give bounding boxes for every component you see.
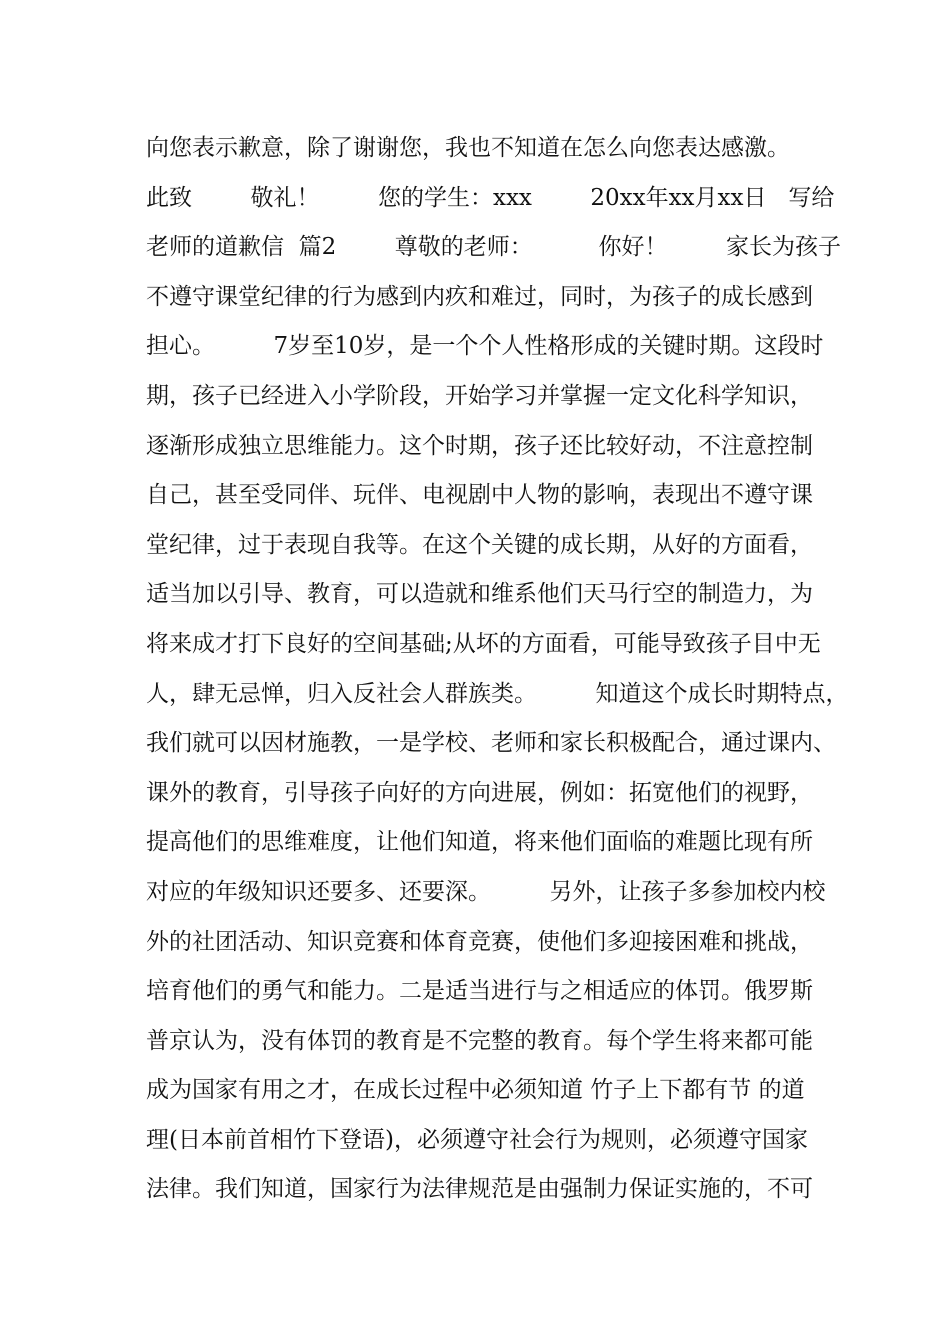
text-line: 此致 敬礼！ 您的学生：xxx 20xx年xx月xx日 写给 bbox=[146, 184, 835, 211]
letter-body bbox=[146, 124, 849, 1215]
text-line: 成为国家有用之才，在成长过程中必须知道 竹子上下都有节 的道 bbox=[146, 1077, 805, 1104]
text-line: 法律。我们知道，国家行为法律规范是由强制力保证实施的，不可 bbox=[146, 1176, 813, 1203]
text-line: 提高他们的思维难度，让他们知道，将来他们面临的难题比现有所 bbox=[146, 829, 813, 856]
text-line: 外的社团活动、知识竞赛和体育竞赛，使他们多迎接困难和挑战， bbox=[146, 928, 813, 955]
text-line: 我们就可以因材施教，一是学校、老师和家长积极配合，通过课内、 bbox=[146, 730, 836, 757]
text-line: 普京认为，没有体罚的教育是不完整的教育。每个学生将来都可能 bbox=[146, 1027, 813, 1054]
text-line: 理(日本前首相竹下登语)，必须遵守社会行为规则，必须遵守国家 bbox=[146, 1126, 808, 1153]
text-line: 期，孩子已经进入小学阶段，开始学习并掌握一定文化科学知识， bbox=[146, 382, 813, 409]
text-line: 课外的教育，引导孩子向好的方向进展，例如：拓宽他们的视野， bbox=[146, 779, 813, 806]
text-line: 向您表示歉意，除了谢谢您，我也不知道在怎么向您表达感激。 bbox=[146, 135, 790, 161]
text-line: 自己，甚至受同伴、玩伴、电视剧中人物的影响，表现出不遵守课 bbox=[146, 482, 813, 509]
text-line: 适当加以引导、教育，可以造就和维系他们天马行空的制造力，为 bbox=[146, 581, 813, 608]
text-line: 逐渐形成独立思维能力。这个时期，孩子还比较好动，不注意控制 bbox=[146, 432, 813, 459]
text-line: 堂纪律，过于表现自我等。在这个关键的成长期，从好的方面看， bbox=[146, 531, 813, 558]
text-line: 将来成才打下良好的空间基础;从坏的方面看，可能导致孩子目中无 bbox=[146, 630, 821, 657]
text-line: 人，肆无忌惮，归入反社会人群族类。 知道这个成长时期特点， bbox=[146, 680, 849, 707]
text-line: 不遵守课堂纪律的行为感到内疚和难过，同时，为孩子的成长感到 bbox=[146, 283, 813, 310]
text-line: 培育他们的勇气和能力。二是适当进行与之相适应的体罚。俄罗斯 bbox=[146, 978, 813, 1005]
text-line: 担心。 7岁至10岁，是一个个人性格形成的关键时期。这段时 bbox=[146, 333, 824, 360]
text-line: 对应的年级知识还要多、还要深。 另外，让孩子多参加校内校 bbox=[146, 878, 826, 905]
text-line: 老师的道歉信 篇2 尊敬的老师： 你好！ 家长为孩子 bbox=[146, 234, 842, 261]
